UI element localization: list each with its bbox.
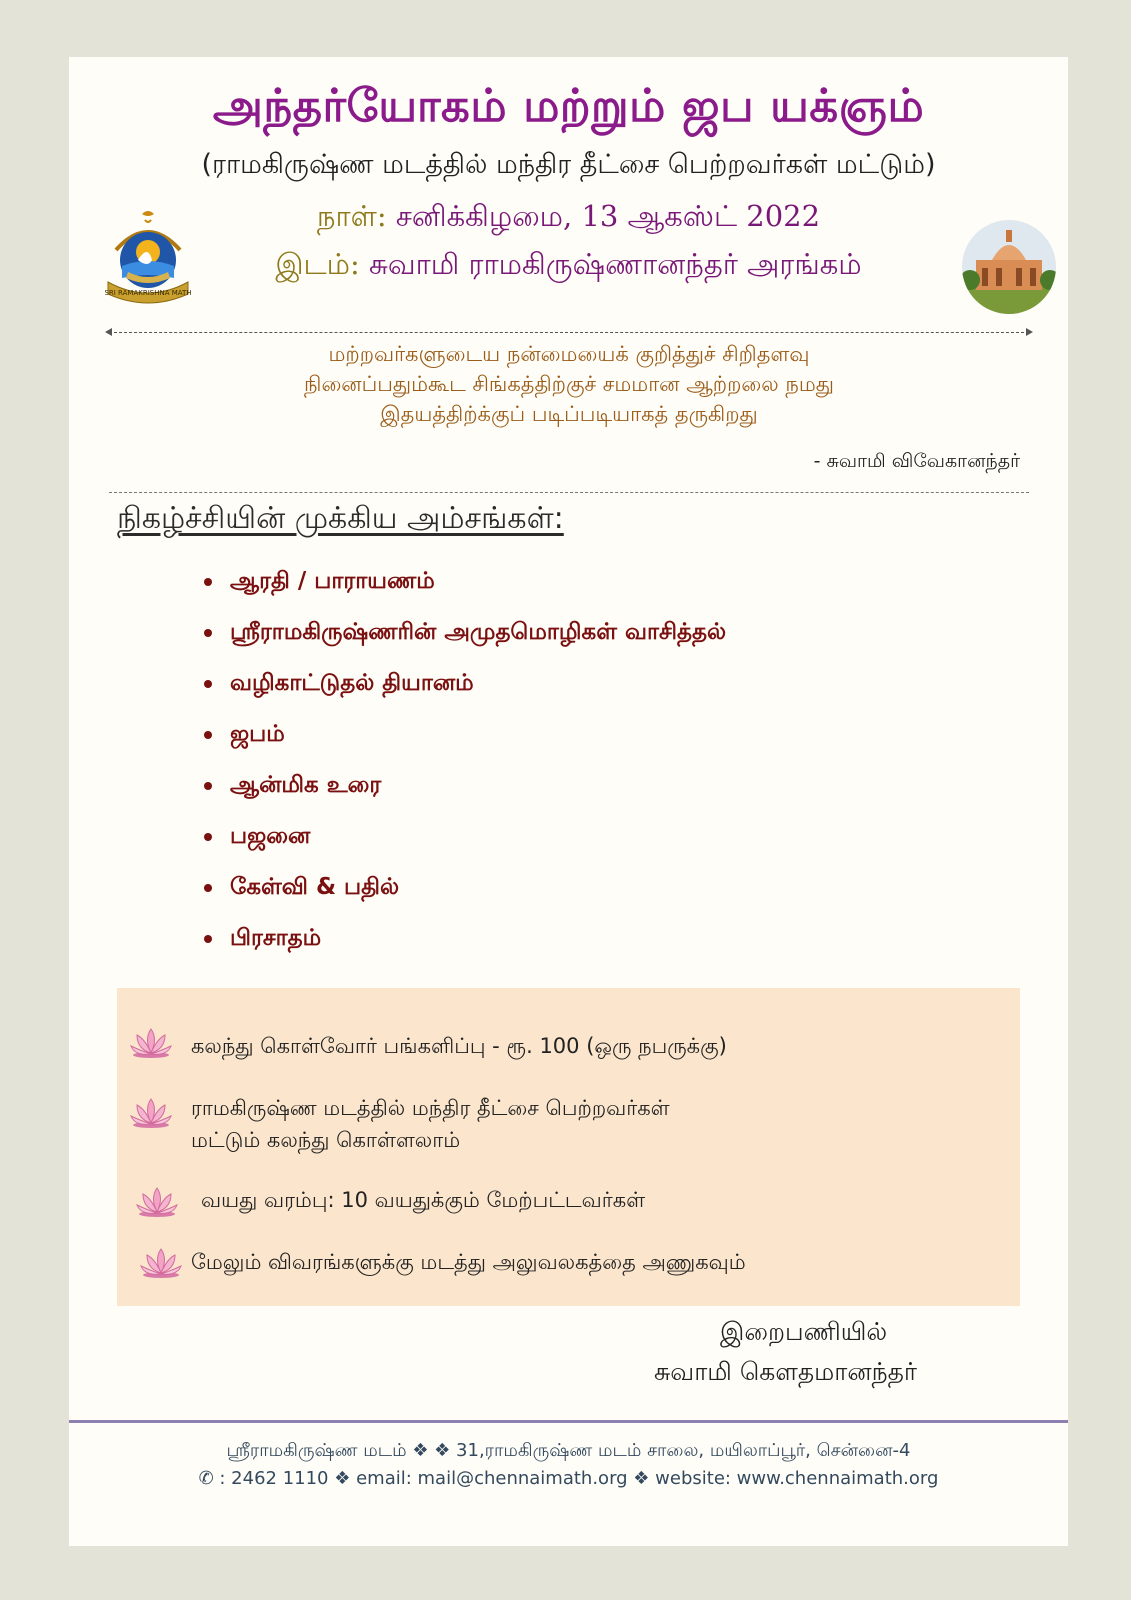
quote-line: மற்றவர்களுடைய நன்மையைக் குறித்துச் சிறிதளவு <box>328 342 810 366</box>
info-line: ராமகிருஷ்ண மடத்தில் மந்திர தீட்சை பெற்றவர்கள் <box>191 1096 670 1120</box>
quote-line: இதயத்திற்க்குப் படிப்படியாகத் தருகிறது <box>380 402 758 426</box>
quote-line: நினைப்பதும்கூட சிங்கத்திற்குச் சமமான ஆற்றலை நமது <box>304 372 834 396</box>
top-divider <box>109 332 1029 333</box>
list-item: பிரசாதம் <box>204 921 726 972</box>
list-item: பஜனை <box>204 819 726 870</box>
lotus-icon <box>135 1184 179 1222</box>
event-venue <box>69 247 1068 285</box>
list-item: ஆரதி / பாராயணம் <box>204 564 726 615</box>
info-eligibility <box>191 1092 670 1156</box>
lotus-icon <box>139 1245 183 1283</box>
info-line: மட்டும் கலந்து கொள்ளலாம் <box>191 1128 461 1152</box>
program-highlights-list <box>204 564 726 972</box>
list-item: கேள்வி & பதில் <box>204 870 726 921</box>
footer-contact: ✆ : 2462 1110 ❖ email: mail@chennaimath.org ❖ website: www.chennaimath.org <box>198 1468 939 1489</box>
date-label: நாள்: <box>316 199 387 233</box>
list-item: ஜபம் <box>204 717 726 768</box>
list-item: ஸ்ரீராமகிருஷ்ணரின் அமுதமொழிகள் வாசித்தல் <box>204 615 726 666</box>
venue-label: இடம்: <box>275 247 360 281</box>
date-value: சனிக்கிழமை, 13 ஆகஸ்ட் 2022 <box>395 199 821 233</box>
info-contact-office: மேலும் விவரங்களுக்கு மடத்து அலுவலகத்தை அணுகவும் <box>191 1250 746 1274</box>
poster-title: அந்தர்யோகம் மற்றும் ஜப யக்ஞம் <box>212 79 925 132</box>
temple-photo <box>962 220 1056 314</box>
list-item: ஆன்மிக உரை <box>204 768 726 819</box>
logo-text: SRI RAMAKRISHNA MATH <box>104 289 192 297</box>
info-age-limit: வயது வரம்பு: 10 வயதுக்கும் மேற்பட்டவர்கள் <box>201 1188 646 1212</box>
lotus-icon <box>129 1025 173 1063</box>
footer-divider <box>69 1420 1068 1423</box>
vivekananda-quote <box>149 339 989 429</box>
event-date <box>69 199 1068 237</box>
math-emblem-logo <box>102 210 194 306</box>
section-title: நிகழ்ச்சியின் முக்கிய அம்சங்கள்: <box>117 501 564 536</box>
mid-divider <box>109 492 1029 493</box>
lotus-icon <box>129 1095 173 1133</box>
list-item: வழிகாட்டுதல் தியானம் <box>204 666 726 717</box>
signatory-name: சுவாமி கௌதமானந்தர் <box>654 1357 917 1386</box>
venue-value: சுவாமி ராமகிருஷ்ணானந்தர் அரங்கம் <box>368 247 862 281</box>
footer-address: ஸ்ரீராமகிருஷ்ண மடம் ❖ ❖ 31,ராமகிருஷ்ண மடம் சாலை, மயிலாப்பூர், சென்னை-4 <box>226 1440 911 1461</box>
quote-author: - சுவாமி விவேகானந்தர் <box>813 450 1020 472</box>
closing-line: இறைபணியில் <box>720 1317 888 1346</box>
info-contribution: கலந்து கொள்வோர் பங்களிப்பு - ரூ. 100 (ஒரு நபருக்கு) <box>191 1034 727 1058</box>
poster-subtitle: (ராமகிருஷ்ண மடத்தில் மந்திர தீட்சை பெற்றவர்கள் மட்டும்) <box>201 149 936 180</box>
poster-sheet <box>69 57 1068 1546</box>
